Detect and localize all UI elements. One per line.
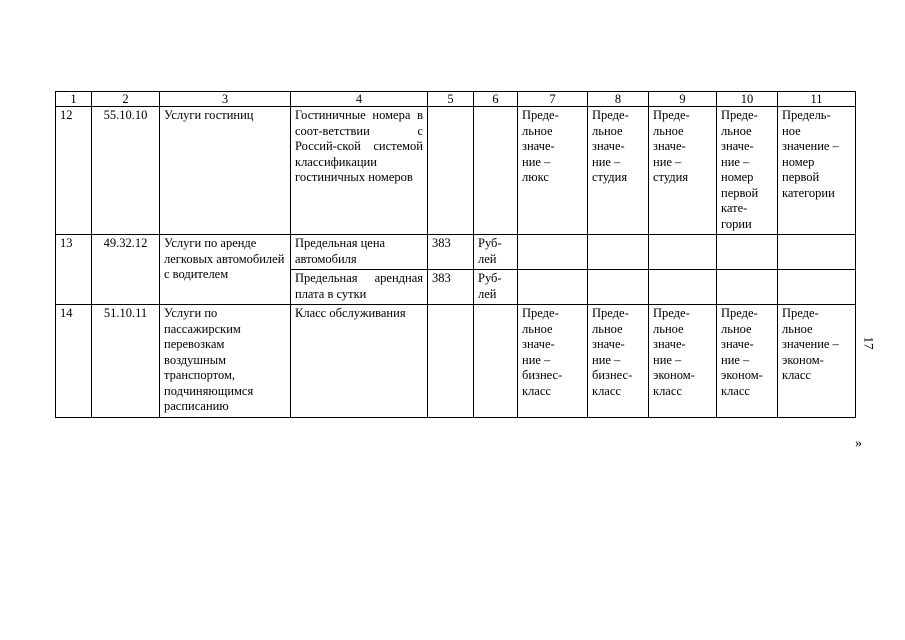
empty-cell	[778, 270, 856, 305]
characteristic: Класс обслуживания	[291, 305, 428, 418]
limit-value: Преде- льное значе- ние – бизнес- класс	[588, 305, 649, 418]
limit-value: Преде- льное значе- ние – студия	[588, 107, 649, 235]
limit-value: Преде- льное значе- ние – эконом- класс	[649, 305, 717, 418]
empty-cell	[649, 235, 717, 270]
table-row-13a	[56, 235, 856, 270]
okpd-code: 49.32.12	[92, 235, 160, 305]
table-row-14	[56, 305, 856, 418]
service-name: Услуги по пассажирским перевозкам воздушным транспортом, подчиняющимся расписанию	[160, 305, 291, 418]
limit-value: Предель- ное значение – номер первой категории	[778, 107, 856, 235]
characteristic: Предельная цена автомобиля	[291, 235, 428, 270]
value-cell	[428, 305, 474, 418]
unit-cell: Руб- лей	[474, 270, 518, 305]
header-cell: 7	[518, 92, 588, 107]
limit-value: Преде- льное значе- ние – люкс	[518, 107, 588, 235]
empty-cell	[518, 235, 588, 270]
row-number: 13	[56, 235, 92, 305]
limit-value: Преде- льное значение – эконом- класс	[778, 305, 856, 418]
empty-cell	[649, 270, 717, 305]
unit-cell: Руб- лей	[474, 235, 518, 270]
header-cell: 11	[778, 92, 856, 107]
value-cell: 383	[428, 235, 474, 270]
value-cell	[428, 107, 474, 235]
header-cell: 9	[649, 92, 717, 107]
empty-cell	[717, 235, 778, 270]
empty-cell	[778, 235, 856, 270]
limit-value: Преде- льное значе- ние – номер первой кате- гории	[717, 107, 778, 235]
header-cell: 4	[291, 92, 428, 107]
header-cell: 8	[588, 92, 649, 107]
value-cell: 383	[428, 270, 474, 305]
header-cell: 1	[56, 92, 92, 107]
header-row	[56, 92, 856, 107]
okpd-code: 51.10.11	[92, 305, 160, 418]
header-cell: 6	[474, 92, 518, 107]
okpd-code: 55.10.10	[92, 107, 160, 235]
header-cell: 5	[428, 92, 474, 107]
tariff-table	[55, 91, 856, 418]
service-name: Услуги гостиниц	[160, 107, 291, 235]
header-cell: 2	[92, 92, 160, 107]
limit-value: Преде- льное значе- ние – студия	[649, 107, 717, 235]
unit-cell	[474, 107, 518, 235]
characteristic: Предельная арендная плата в сутки	[291, 270, 428, 305]
table-row-12	[56, 107, 856, 235]
limit-value: Преде- льное значе- ние – бизнес- класс	[518, 305, 588, 418]
row-number: 12	[56, 107, 92, 235]
empty-cell	[518, 270, 588, 305]
service-name: Услуги по аренде легковых автомобилей с водителем	[160, 235, 291, 305]
header-cell: 3	[160, 92, 291, 107]
empty-cell	[717, 270, 778, 305]
row-number: 14	[56, 305, 92, 418]
header-cell: 10	[717, 92, 778, 107]
empty-cell	[588, 270, 649, 305]
page-number: 17	[861, 336, 877, 350]
empty-cell	[588, 235, 649, 270]
closing-quote: »	[855, 436, 862, 451]
unit-cell	[474, 305, 518, 418]
characteristic: Гостиничные номера в соот-ветствии с Россий-ской системой классификации гостиничных номеров	[291, 107, 428, 235]
limit-value: Преде- льное значе- ние – эконом- класс	[717, 305, 778, 418]
